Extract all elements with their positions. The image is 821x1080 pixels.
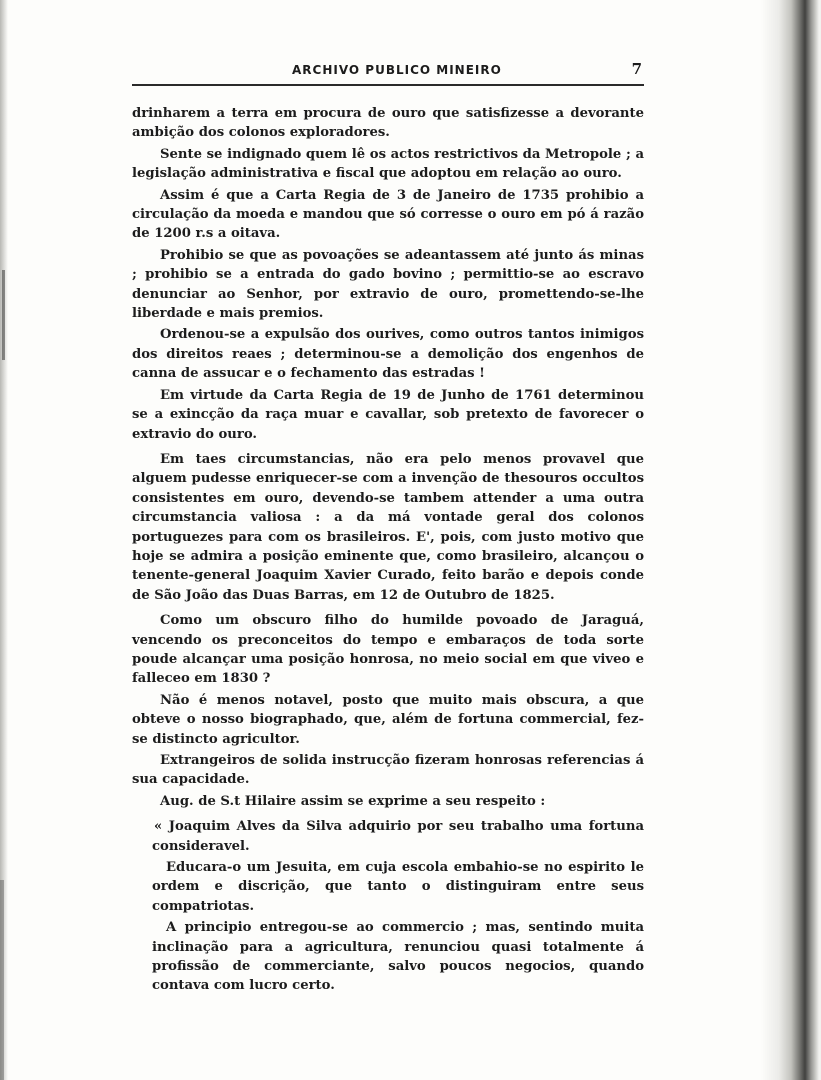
paragraph: Como um obscuro filho do humilde povoado de Jaraguá, vencendo os preconceitos do tempo e embaraços de toda sorte poude alcançar uma posição honrosa, no meio social em que viveo e falleceo em 1830 ? — [132, 613, 644, 687]
paragraph: drinharem a terra em procura de ouro que satisfizesse a devorante ambição dos colonos exploradores. — [132, 106, 644, 141]
quote-paragraph: A principio entregou-se ao commercio ; mas, sentindo muita inclinação para a agricultura, renunciou quasi totalmente á profissão de commerciante, salvo poucos negocios, quando contava com lucro certo. — [152, 920, 644, 994]
paragraph: Prohibio se que as povoações se adeantassem até junto ás minas ; prohibio se a entrada do gado bovino ; permittio-se ao escravo denunciar ao Senhor, por extravio de ouro, promettendo-se-lhe liberdade e mais premios. — [132, 247, 644, 322]
paragraph: Não é menos notavel, posto que muito mais obscura, a que obteve o nosso biographado, que, além de fortuna commercial, fez-se distincto agricultor. — [132, 692, 644, 747]
header-rule — [132, 84, 644, 86]
scan-left-mark-lower — [0, 880, 4, 1080]
paragraph: Assim é que a Carta Regia de 3 de Janeiro de 1735 prohibio a circulação da moeda e mandou que só corresse o ouro em pó á razão de 1200 r.s a oitava. — [132, 187, 644, 242]
paragraph: Extrangeiros de solida instrucção fizeram honrosas referencias á sua capacidade. — [132, 753, 644, 788]
page-header — [132, 62, 644, 86]
quote-paragraph: Educara-o um Jesuita, em cuja escola embahio-se no espirito le ordem e discrição, que tanto o distinguiram entre seus compatriotas. — [152, 860, 644, 914]
paragraph: Em virtude da Carta Regia de 19 de Junho de 1761 determinou se a exincção da raça muar e cavallar, sob pretexto de favorecer o extravio do ouro. — [132, 387, 644, 442]
paragraph: Em taes circumstancias, não era pelo menos provavel que alguem pudesse enriquecer-se com a invenção de thesouros occultos consistentes em ouro, devendo-se tambem attender a uma outra circumstancia valiosa : a da má vontade geral dos colonos portuguezes para com os brasileiros. E', pois, com justo motivo que hoje se admira a posição eminente que, como brasileiro, alcançou o tenente-general Joaquim Xavier Curado, feito barão e depois conde de São João das Duas Barras, em 12 de Outubro de 1825. — [132, 451, 644, 603]
paragraph: Aug. de S.t Hilaire assim se exprime a seu respeito : — [160, 793, 546, 809]
body-text — [132, 104, 644, 998]
scan-left-mark — [2, 270, 5, 360]
scan-right-edge — [761, 0, 821, 1080]
page-number: 7 — [631, 60, 642, 78]
running-title: ARCHIVO PUBLICO MINEIRO — [292, 63, 502, 77]
paragraph: Sente se indignado quem lê os actos restrictivos da Metropole ; a legislação administrativa e fiscal que adoptou em relação ao ouro. — [132, 146, 644, 182]
block-quote — [132, 817, 644, 996]
quote-paragraph: « Joaquim Alves da Silva adquirio por seu trabalho uma fortuna consideravel. — [152, 819, 644, 854]
paragraph: Ordenou-se a expulsão dos ourives, como outros tantos inimigos dos direitos reaes ; determinou-se a demolição dos engenhos de canna de assucar e o fechamento das estradas ! — [132, 327, 644, 382]
